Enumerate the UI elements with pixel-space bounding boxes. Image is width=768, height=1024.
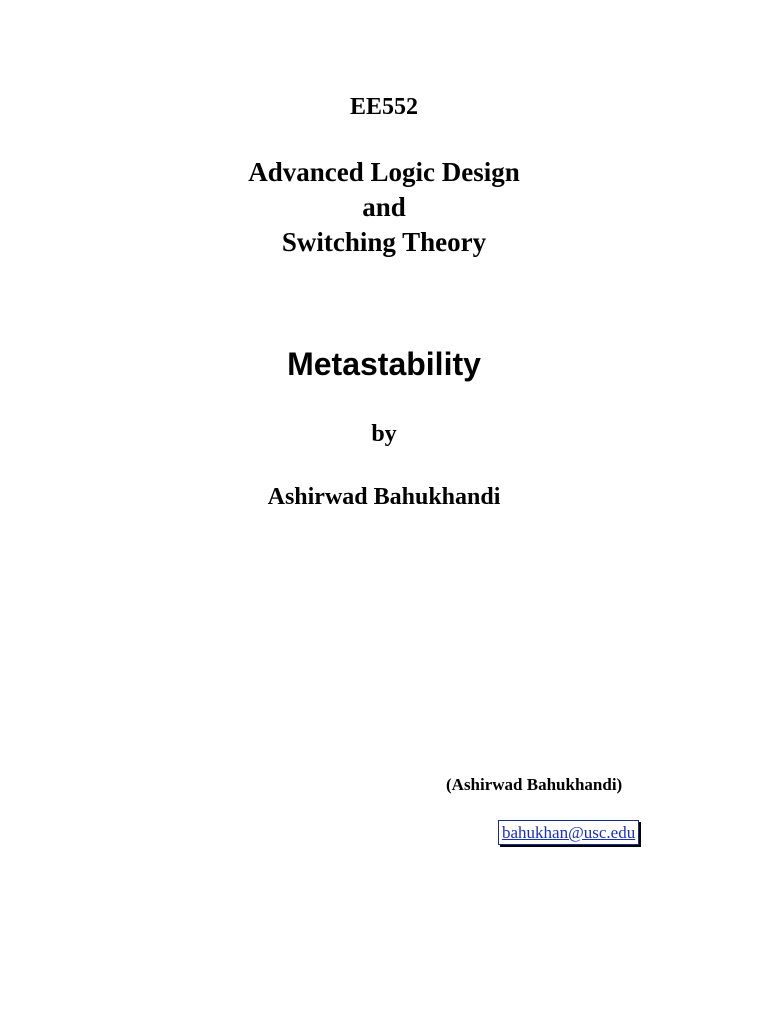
signature-name: (Ashirwad Bahukhandi) <box>446 775 623 794</box>
author-name: Ashirwad Bahukhandi <box>267 484 501 510</box>
course-title-line-3: Switching Theory <box>281 227 487 257</box>
course-title-line-1: Advanced Logic Design <box>248 157 520 187</box>
email-link[interactable]: bahukhan@usc.edu <box>502 823 636 842</box>
email-box <box>498 820 639 845</box>
document-topic: Metastability <box>287 346 481 382</box>
course-code: EE552 <box>349 94 418 120</box>
course-title-line-2: and <box>362 192 406 222</box>
by-label: by <box>371 421 397 447</box>
